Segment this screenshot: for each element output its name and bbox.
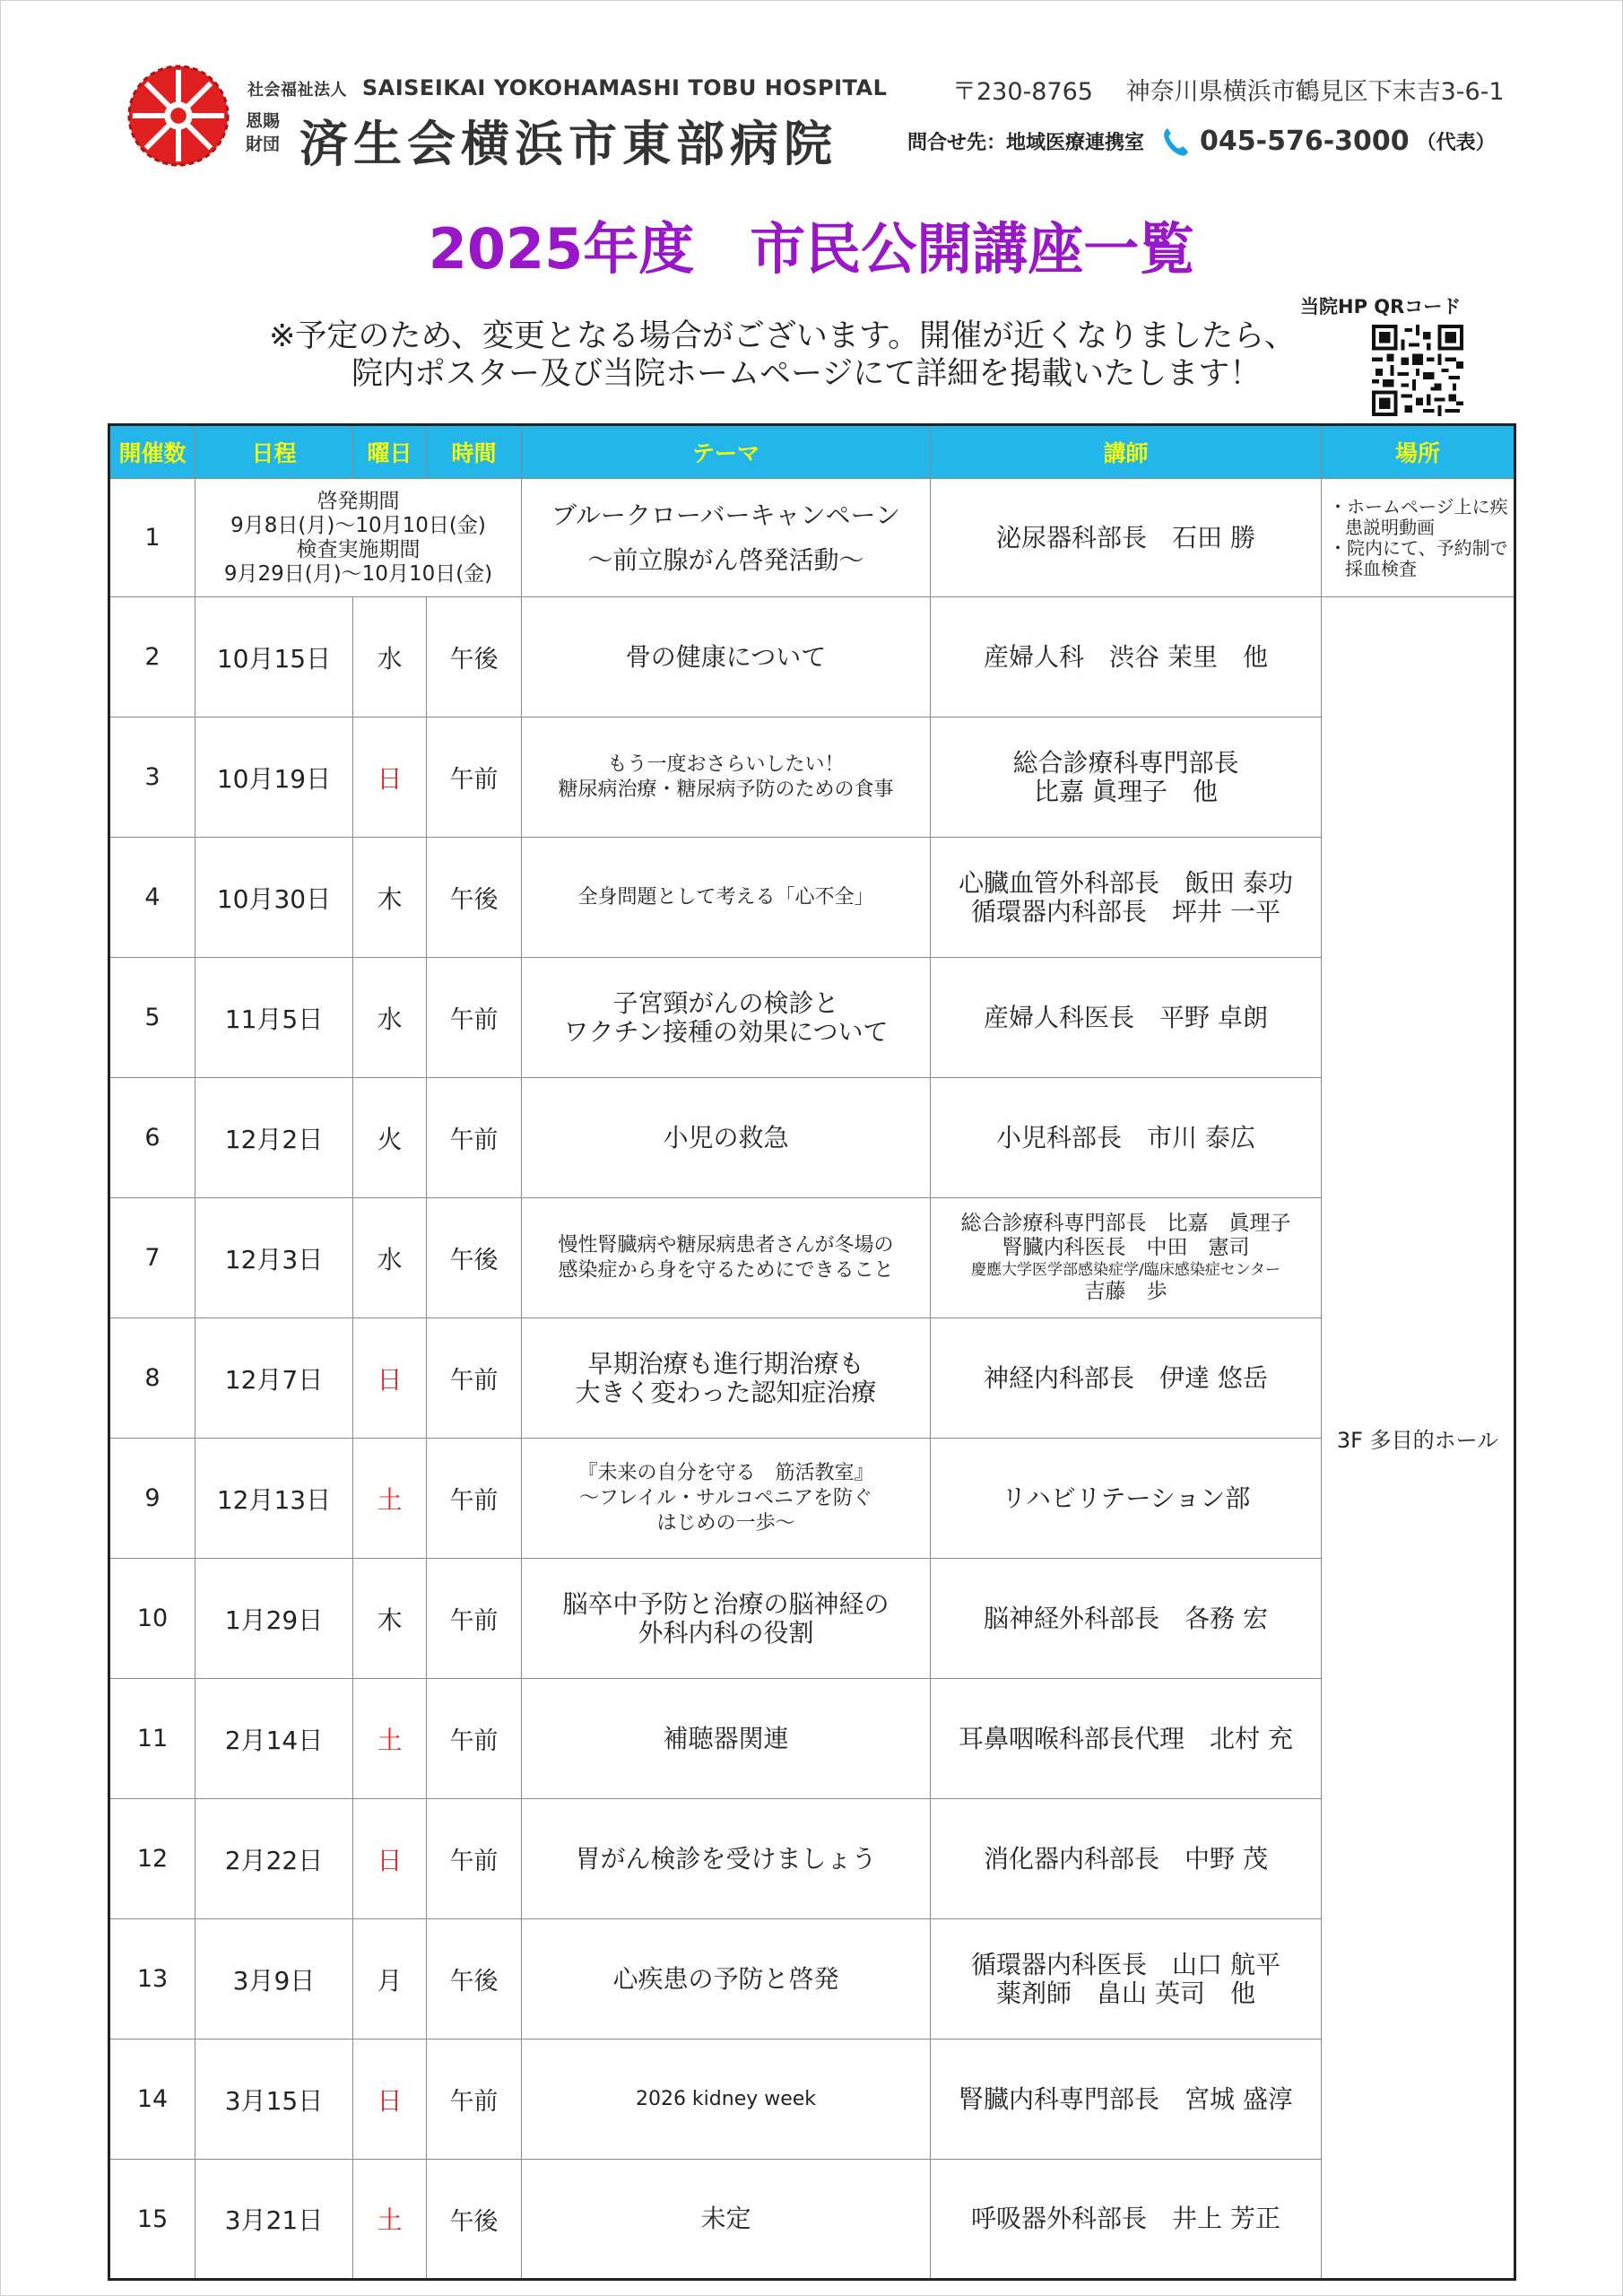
lecturer-line: 小児科部長 市川 泰広 xyxy=(996,1122,1255,1152)
cell-num: 14 xyxy=(109,2039,195,2160)
lecturer-line: 消化器内科部長 中野 茂 xyxy=(984,1843,1268,1874)
cell-num: 3 xyxy=(109,718,195,838)
theme-line: 小児の救急 xyxy=(663,1122,789,1152)
lecturer-line: 総合診療科専門部長 比嘉 眞理子 xyxy=(960,1212,1291,1235)
cell-lecturer xyxy=(931,718,1322,838)
cell-day: 土 xyxy=(353,1439,427,1559)
cell-date: 3月9日 xyxy=(195,1919,353,2039)
col-header-theme: テーマ xyxy=(522,425,931,479)
table-row xyxy=(109,2039,1515,2160)
notice-line-2: 院内ポスター及び当院ホームページにて詳細を掲載いたします！ xyxy=(352,356,1262,392)
cell-time: 午後 xyxy=(427,838,522,958)
cell-day: 木 xyxy=(353,1559,427,1679)
theme-line: はじめの一歩～ xyxy=(656,1511,795,1535)
table-row xyxy=(109,1919,1515,2039)
page-title: 2025年度 市民公開講座一覧 xyxy=(428,216,1195,282)
theme-line: 全身問題として考える「心不全」 xyxy=(577,885,874,909)
table-row xyxy=(109,1799,1515,1919)
cell-date: 12月7日 xyxy=(195,1318,353,1439)
cell-day: 水 xyxy=(353,597,427,718)
org-name-line xyxy=(247,75,887,100)
col-header-time: 時間 xyxy=(427,425,522,479)
cell-time: 午前 xyxy=(427,1078,522,1198)
cell-time: 午前 xyxy=(427,958,522,1078)
col-header-day: 曜日 xyxy=(353,425,427,479)
cell-day: 日 xyxy=(353,1318,427,1439)
table-row xyxy=(109,2160,1515,2280)
phone-note: （代表） xyxy=(1416,132,1496,154)
cell-theme xyxy=(522,1559,931,1679)
cell-num: 9 xyxy=(109,1439,195,1559)
cell-num: 5 xyxy=(109,958,195,1078)
cell-day: 火 xyxy=(353,1078,427,1198)
cell-num: 13 xyxy=(109,1919,195,2039)
lecturer-line: 産婦人科 渋谷 茉里 他 xyxy=(984,641,1268,672)
cell-lecturer xyxy=(931,1919,1322,2039)
col-header-lecturer: 講師 xyxy=(931,425,1322,479)
period-line: 9月8日(月)～10月10日(金) xyxy=(230,513,486,537)
foundation-label xyxy=(246,109,287,156)
table-row xyxy=(109,1318,1515,1439)
theme-line: 2026 kidney week xyxy=(635,2087,817,2110)
theme-line: 脳卒中予防と治療の脳神経の xyxy=(562,1588,890,1619)
table-row xyxy=(109,1078,1515,1198)
cell-date: 12月13日 xyxy=(195,1439,353,1559)
table-row xyxy=(109,1198,1515,1318)
theme-line: 心疾患の予防と啓発 xyxy=(612,1963,839,1994)
place-item: ・院内にて、予約制で採血検査 xyxy=(1329,536,1508,579)
cell-day: 日 xyxy=(353,718,427,838)
cell-theme xyxy=(522,1198,931,1318)
cell-num: 6 xyxy=(109,1078,195,1198)
theme-line: 『未来の自分を守る 筋活教室』 xyxy=(577,1461,874,1484)
lecturer-line: 腎臓内科専門部長 宮城 盛淳 xyxy=(959,2083,1293,2114)
org-name-en: SAISEIKAI YOKOHAMASHI TOBU HOSPITAL xyxy=(361,75,888,100)
cell-lecturer xyxy=(931,2039,1322,2160)
street-address: 神奈川県横浜市鶴見区下末吉3-6-1 xyxy=(1125,78,1505,106)
cell-date: 2月22日 xyxy=(195,1799,353,1919)
period-line: 啓発期間 xyxy=(317,489,400,513)
cell-theme xyxy=(522,479,931,597)
cell-num: 11 xyxy=(109,1679,195,1799)
zip-code: 〒230-8765 xyxy=(952,78,1093,106)
cell-day: 水 xyxy=(353,1198,427,1318)
cell-place-shared: 3F 多目的ホール xyxy=(1322,597,1515,2280)
cell-time: 午後 xyxy=(427,1919,522,2039)
cell-time: 午前 xyxy=(427,1439,522,1559)
period-line: 9月29日(月)～10月10日(金) xyxy=(223,561,493,586)
cell-theme xyxy=(522,1078,931,1198)
cell-day: 木 xyxy=(353,838,427,958)
cell-theme xyxy=(522,1679,931,1799)
table-row xyxy=(109,597,1515,718)
cell-theme xyxy=(522,1439,931,1559)
notice-line-1: ※予定のため、変更となる場合がございます。開催が近くなりましたら、 xyxy=(269,318,1297,354)
theme-line: 子宮頸がんの検診と xyxy=(612,987,839,1018)
qr-label: 当院HP QRコード xyxy=(1300,296,1462,317)
lecturer-line: リハビリテーション部 xyxy=(1001,1483,1251,1513)
cell-num: 15 xyxy=(109,2160,195,2280)
cell-date: 12月2日 xyxy=(195,1078,353,1198)
col-header-count: 開催数 xyxy=(109,425,195,479)
cell-day: 水 xyxy=(353,958,427,1078)
cell-date: 11月5日 xyxy=(195,958,353,1078)
cell-time: 午前 xyxy=(427,1559,522,1679)
contact-line xyxy=(907,126,1496,157)
cell-period xyxy=(195,479,522,597)
cell-theme xyxy=(522,838,931,958)
hospital-logo xyxy=(124,63,233,169)
table-row xyxy=(109,958,1515,1078)
table-row xyxy=(109,1679,1515,1799)
theme-line: 未定 xyxy=(700,2204,751,2233)
cell-time: 午前 xyxy=(427,1679,522,1799)
cell-date: 3月15日 xyxy=(195,2039,353,2160)
cell-lecturer xyxy=(931,1799,1322,1919)
table-header-row xyxy=(109,425,1515,479)
theme-line: ～フレイル・サルコペニアを防ぐ xyxy=(579,1486,872,1509)
cell-day: 日 xyxy=(353,2039,427,2160)
cell-theme xyxy=(522,1919,931,2039)
table-row xyxy=(109,1559,1515,1679)
cell-time: 午後 xyxy=(427,2160,522,2280)
cell-date: 10月15日 xyxy=(195,597,353,718)
place-item: ・ホームページ上に疾患説明動画 xyxy=(1329,495,1508,538)
cell-theme xyxy=(522,2039,931,2160)
cell-time: 午前 xyxy=(427,718,522,838)
theme-line: 慢性腎臓病や糖尿病患者さんが冬場の xyxy=(558,1233,894,1257)
cell-lecturer xyxy=(931,2160,1322,2280)
cell-theme xyxy=(522,2160,931,2280)
cell-theme xyxy=(522,1318,931,1439)
theme-line: 骨の健康について xyxy=(625,641,827,672)
cell-theme xyxy=(522,958,931,1078)
lecturer-line: 循環器内科部長 坪井 一平 xyxy=(971,896,1280,926)
cell-time: 午後 xyxy=(427,597,522,718)
lecturer-line: 吉藤 歩 xyxy=(1084,1280,1167,1303)
table-row xyxy=(109,838,1515,958)
cell-time: 午前 xyxy=(427,2039,522,2160)
cell-num: 8 xyxy=(109,1318,195,1439)
cell-lecturer xyxy=(931,1198,1322,1318)
lecturer-line: 心臓血管外科部長 飯田 泰功 xyxy=(959,867,1293,898)
cell-num: 12 xyxy=(109,1799,195,1919)
lecturer-line: 神経内科部長 伊達 悠岳 xyxy=(984,1362,1268,1393)
cell-lecturer xyxy=(931,1078,1322,1198)
cell-lecturer xyxy=(931,597,1322,718)
lecturer-line: 腎臓内科医長 中田 憲司 xyxy=(1002,1236,1250,1259)
foundation-line-1: 恩賜 xyxy=(246,111,281,131)
cell-date: 2月14日 xyxy=(195,1679,353,1799)
theme-line: 補聴器関連 xyxy=(663,1723,789,1753)
cell-lecturer xyxy=(931,1679,1322,1799)
contact-label: 問合せ先：地域医療連携室 xyxy=(907,132,1145,154)
cell-date: 10月30日 xyxy=(195,838,353,958)
lecturer-line: 産婦人科医長 平野 卓朗 xyxy=(984,1002,1268,1032)
theme-line: もう一度おさらいしたい！ xyxy=(607,752,845,776)
cell-lecturer xyxy=(931,1559,1322,1679)
lecturer-line: 脳神経外科部長 各務 宏 xyxy=(984,1603,1268,1633)
col-header-date: 日程 xyxy=(195,425,353,479)
cell-date: 3月21日 xyxy=(195,2160,353,2280)
cell-num: 2 xyxy=(109,597,195,718)
theme-line: 早期治療も進行期治療も xyxy=(587,1348,864,1378)
lecturer-line: 総合診療科専門部長 xyxy=(1012,747,1239,778)
theme-line: 胃がん検診を受けましょう xyxy=(575,1843,877,1874)
theme-line: 感染症から身を守るためにできること xyxy=(558,1258,894,1282)
theme-line: 糖尿病治療・糖尿病予防のための食事 xyxy=(558,778,894,801)
lecturer-line: 比嘉 眞理子 他 xyxy=(1034,776,1218,806)
lecture-schedule-table xyxy=(108,423,1516,2281)
theme-line: ブルークローバーキャンペーン xyxy=(551,500,900,530)
hospital-name: 済生会横浜市東部病院 xyxy=(299,116,838,172)
phone-number: 045-576-3000 xyxy=(1200,126,1410,157)
cell-lecturer xyxy=(931,1318,1322,1439)
cell-date: 10月19日 xyxy=(195,718,353,838)
phone-icon xyxy=(1162,126,1189,157)
cell-date: 12月3日 xyxy=(195,1198,353,1318)
cell-time: 午前 xyxy=(427,1318,522,1439)
cell-time: 午後 xyxy=(427,1198,522,1318)
cell-lecturer: 泌尿器科部長 石田 勝 xyxy=(931,479,1322,597)
theme-line: ワクチン接種の効果について xyxy=(563,1016,889,1047)
cell-num: 1 xyxy=(109,479,195,597)
corp-type: 社会福祉法人 xyxy=(247,81,347,100)
foundation-line-2: 財団 xyxy=(246,135,281,154)
cell-lecturer xyxy=(931,838,1322,958)
cell-num: 7 xyxy=(109,1198,195,1318)
cell-num: 10 xyxy=(109,1559,195,1679)
cell-num: 4 xyxy=(109,838,195,958)
lecturer-line: 薬剤師 畠山 英司 他 xyxy=(996,1978,1255,2008)
table-row xyxy=(109,718,1515,838)
cell-day: 土 xyxy=(353,1679,427,1799)
cell-theme xyxy=(522,597,931,718)
lecturer-line: 耳鼻咽喉科部長代理 北村 充 xyxy=(959,1723,1293,1753)
theme-line: ～前立腺がん啓発活動～ xyxy=(587,544,864,575)
notice xyxy=(269,317,1345,393)
period-line: 検査実施期間 xyxy=(296,537,421,561)
theme-line: 大きく変わった認知症治療 xyxy=(575,1377,877,1407)
cell-lecturer xyxy=(931,1439,1322,1559)
table-row xyxy=(109,479,1515,597)
table-row xyxy=(109,1439,1515,1559)
cell-theme xyxy=(522,1799,931,1919)
lecturer-affiliation: 慶應大学医学部感染症学/臨床感染症センター xyxy=(970,1261,1281,1279)
qr-code-icon[interactable] xyxy=(1372,325,1463,416)
cell-time: 午前 xyxy=(427,1799,522,1919)
cell-day: 日 xyxy=(353,1799,427,1919)
cell-theme xyxy=(522,718,931,838)
address xyxy=(952,72,1505,107)
cell-place xyxy=(1322,479,1515,597)
cell-lecturer xyxy=(931,958,1322,1078)
cell-day: 土 xyxy=(353,2160,427,2280)
lecturer-line: 呼吸器外科部長 井上 芳正 xyxy=(971,2204,1280,2233)
lecturer-line: 循環器内科医長 山口 航平 xyxy=(971,1949,1280,1979)
cell-day: 月 xyxy=(353,1919,427,2039)
col-header-place: 場所 xyxy=(1322,425,1515,479)
cell-date: 1月29日 xyxy=(195,1559,353,1679)
theme-line: 外科内科の役割 xyxy=(638,1617,814,1648)
